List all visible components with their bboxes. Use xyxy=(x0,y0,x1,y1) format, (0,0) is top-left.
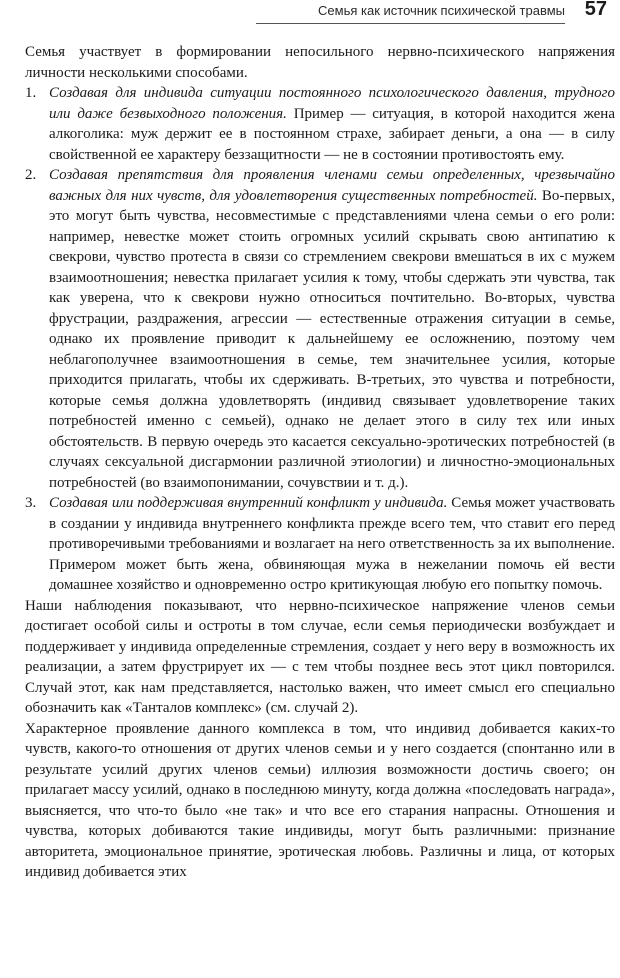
list-item-lead: Создавая или поддерживая внутренний конфликт у индивида. xyxy=(49,495,448,511)
list-item-2 xyxy=(25,165,615,493)
list-item-number: 1. xyxy=(25,85,37,101)
numbered-list xyxy=(25,83,615,596)
intro-paragraph: Семья участвует в формировании непосильного нервно-психического напряжения личности несколькими способами. xyxy=(25,44,615,81)
paragraph-complex: Характерное проявление данного комплекса в том, что индивид добивается каких-то чувств, какого-то отношения от других членов семьи и у него создается (спонтанно или в результате усилий других членов семьи) иллюзия возможности достичь своего; он прилагает массу усилий, однако в последнюю минуту, когда должна «последовать награда», выясняется, что что-то было «не так» и что все его старания напрасны. Отношения и чувства, которых добиваются такие индивиды, могут быть различными: признание авторитета, эмоциональное принятие, эротическая любовь. Различны и лица, от которых индивид добивается этих xyxy=(25,720,615,880)
running-title: Семья как источник психической травмы xyxy=(318,3,565,18)
list-item-lead: Создавая для индивида ситуации постоянного психологического давления, трудного или даже безвыходного положения. xyxy=(49,85,615,122)
list-item-number: 2. xyxy=(25,167,37,183)
list-item-text: Во-первых, это могут быть чувства, несовместимые с представлениями члена семьи о его роли: например, невестке может стоить огромных усилий скрывать свою антипатию к свекрови, чувство протеста в связи со стремлением свекрови вмешаться в их с мужем взаимоотношения; невестка прилагает усилия к тому, чтобы сдержать эти чувства, так как уверена, что к свекрови нужно относиться почтительно. Во-вторых, чувства фрустрации, раздражения, агрессии — естественные отражения ситуации в семье, однако их проявление приводит к дальнейшему ее осложнению, поэтому чем неблагополучнее взаимоотношения в семье, тем значительнее усилия, которые приходится прилагать, чтобы их сдерживать. В-третьих, это чувства и потребности, которые семья должна удовлетворять (индивид связывает удовлетворение таких потребностей именно с семьей), однако не делает этого в силу тех или иных обстоятельств. В первую очередь это касается сексуально-эротических потребностей (в случаях сексуальной дисгармонии различной этиологии) и личностно-эмоциональных потребностей (во взаимопонимании, сочувствии и т. д.). xyxy=(49,187,615,491)
list-item-text: Пример — ситуация, в которой находится жена алкоголика: муж держит ее в постоянном страхе, забирает деньги, а она — в силу свойственной ее характеру беззащитности — не в состоянии противостоять ему. xyxy=(49,105,615,163)
paragraph-tantalus: Наши наблюдения показывают, что нервно-психическое напряжение членов семьи достигает особой силы и остроты в том случае, если семья периодически возбуждает и поддерживает у индивида определенные стремления, создает у него веру в возможность их реализации, а затем фрустрирует их — с тем чтобы позднее весь этот цикл повторился. Случай этот, как нам представляется, настолько важен, что имеет смысл его специально обозначить как «Танталов комплекс» (см. случай 2). xyxy=(25,597,615,716)
page-number: 57 xyxy=(584,0,607,20)
header-rule xyxy=(256,23,565,24)
list-item-text: Семья может участвовать в создании у индивида внутреннего конфликта прежде всего тем, что ставит его перед противоречивыми требованиями и возлагает на него ответственность за их выполнение. Примером может быть жена, обвиняющая мужа в нежелании помочь ей вести домашнее хозяйство и одновременно остро критикующая любую его попытку помочь. xyxy=(49,495,615,593)
running-header xyxy=(0,0,620,26)
body-text xyxy=(25,42,615,883)
list-item-1 xyxy=(25,83,615,165)
list-item-lead: Создавая препятствия для проявления членами семьи определенных, чрезвычайно важных для них чувств, для удовлетворения существенных потребностей. xyxy=(49,167,615,204)
list-item-3 xyxy=(25,493,615,596)
list-item-number: 3. xyxy=(25,495,37,511)
